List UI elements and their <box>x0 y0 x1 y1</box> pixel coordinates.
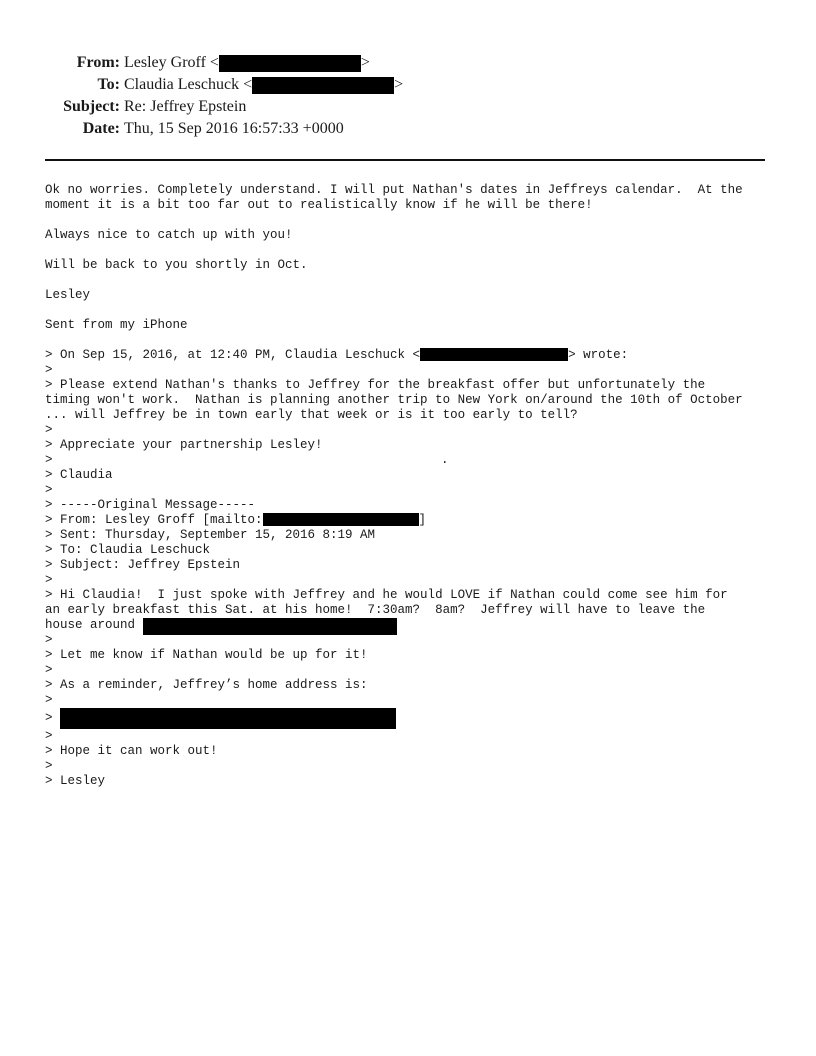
date-value: Thu, 15 Sep 2016 16:57:33 +0000 <box>124 120 344 137</box>
quoted-line: > Sent: Thursday, September 15, 2016 8:19 AM <box>45 528 376 542</box>
from-close: > <box>360 54 370 71</box>
redaction-block <box>263 513 419 526</box>
quoted-line: > Let me know if Nathan would be up for it! <box>45 648 368 662</box>
quoted-line: > <box>45 633 53 647</box>
quoted-text: > On Sep 15, 2016, at 12:40 PM, Claudia Leschuck < <box>45 348 421 362</box>
subject-value: Re: Jeffrey Epstein <box>124 98 247 115</box>
quoted-line <box>45 708 785 729</box>
stray-dot: . <box>441 453 449 467</box>
signature: Lesley <box>45 288 91 302</box>
subject-row <box>0 96 816 118</box>
sent-from: Sent from my iPhone <box>45 318 188 332</box>
quoted-line: > <box>45 693 53 707</box>
quoted-line: an early breakfast this Sat. at his home! 7:30am? 8am? Jeffrey will have to leave the <box>45 603 706 617</box>
quoted-text: house around <box>45 618 143 632</box>
quoted-line: > Appreciate your partnership Lesley! <box>45 438 323 452</box>
email-header <box>0 52 816 140</box>
quoted-line: > <box>45 573 53 587</box>
quoted-line <box>45 618 785 633</box>
quoted-line: > <box>45 363 53 377</box>
quoted-line: > <box>45 729 53 743</box>
quoted-line: > <box>45 423 53 437</box>
body-line: Will be back to you shortly in Oct. <box>45 258 308 272</box>
quoted-line <box>45 453 785 468</box>
quoted-line: > Hope it can work out! <box>45 744 218 758</box>
from-label: From: <box>76 54 120 71</box>
quoted-line <box>45 348 785 363</box>
quoted-text: ] <box>418 513 427 527</box>
redaction-block <box>252 77 394 94</box>
from-name: Lesley Groff < <box>124 54 219 71</box>
to-name: Claudia Leschuck < <box>124 76 253 93</box>
date-label: Date: <box>82 120 120 137</box>
quoted-line: > <box>45 759 53 773</box>
body-line: Always nice to catch up with you! <box>45 228 293 242</box>
quoted-line: > Hi Claudia! I just spoke with Jeffrey and he would LOVE if Nathan could come see him for <box>45 588 728 602</box>
from-value <box>124 52 370 74</box>
redaction-block <box>420 348 568 361</box>
quoted-line: > As a reminder, Jeffrey’s home address is: <box>45 678 368 692</box>
quoted-line: > Please extend Nathan's thanks to Jeffrey for the breakfast offer but unfortunately the <box>45 378 706 392</box>
to-close: > <box>394 76 404 93</box>
from-row <box>0 52 816 74</box>
quoted-line: > To: Claudia Leschuck <box>45 543 211 557</box>
redaction-block <box>143 618 397 635</box>
quoted-line: > Claudia <box>45 468 113 482</box>
quoted-text: > From: Lesley Groff [mailto: <box>45 513 263 527</box>
quoted-text: > <box>45 711 61 725</box>
quoted-line: > -----Original Message----- <box>45 498 256 512</box>
quoted-line: > <box>45 483 53 497</box>
email-body <box>45 183 785 789</box>
header-divider <box>45 159 765 161</box>
to-row <box>0 74 816 96</box>
quoted-text: > wrote: <box>568 348 629 362</box>
quoted-line <box>45 513 785 528</box>
subject-label: Subject: <box>63 98 120 115</box>
to-label: To: <box>97 76 120 93</box>
redaction-block <box>60 708 396 729</box>
quoted-line: > <box>45 663 53 677</box>
quoted-line: ... will Jeffrey be in town early that week or is it too early to tell? <box>45 408 578 422</box>
to-value <box>124 74 403 96</box>
redaction-block <box>219 55 361 72</box>
body-line: Ok no worries. Completely understand. I will put Nathan's dates in Jeffreys calendar. At the <box>45 183 743 197</box>
quoted-line: timing won't work. Nathan is planning another trip to New York on/around the 10th of October <box>45 393 743 407</box>
body-line: moment it is a bit too far out to realistically know if he will be there! <box>45 198 593 212</box>
quoted-line: > Lesley <box>45 774 106 788</box>
quoted-text: > <box>45 453 53 467</box>
date-row <box>0 118 816 140</box>
quoted-line: > Subject: Jeffrey Epstein <box>45 558 241 572</box>
